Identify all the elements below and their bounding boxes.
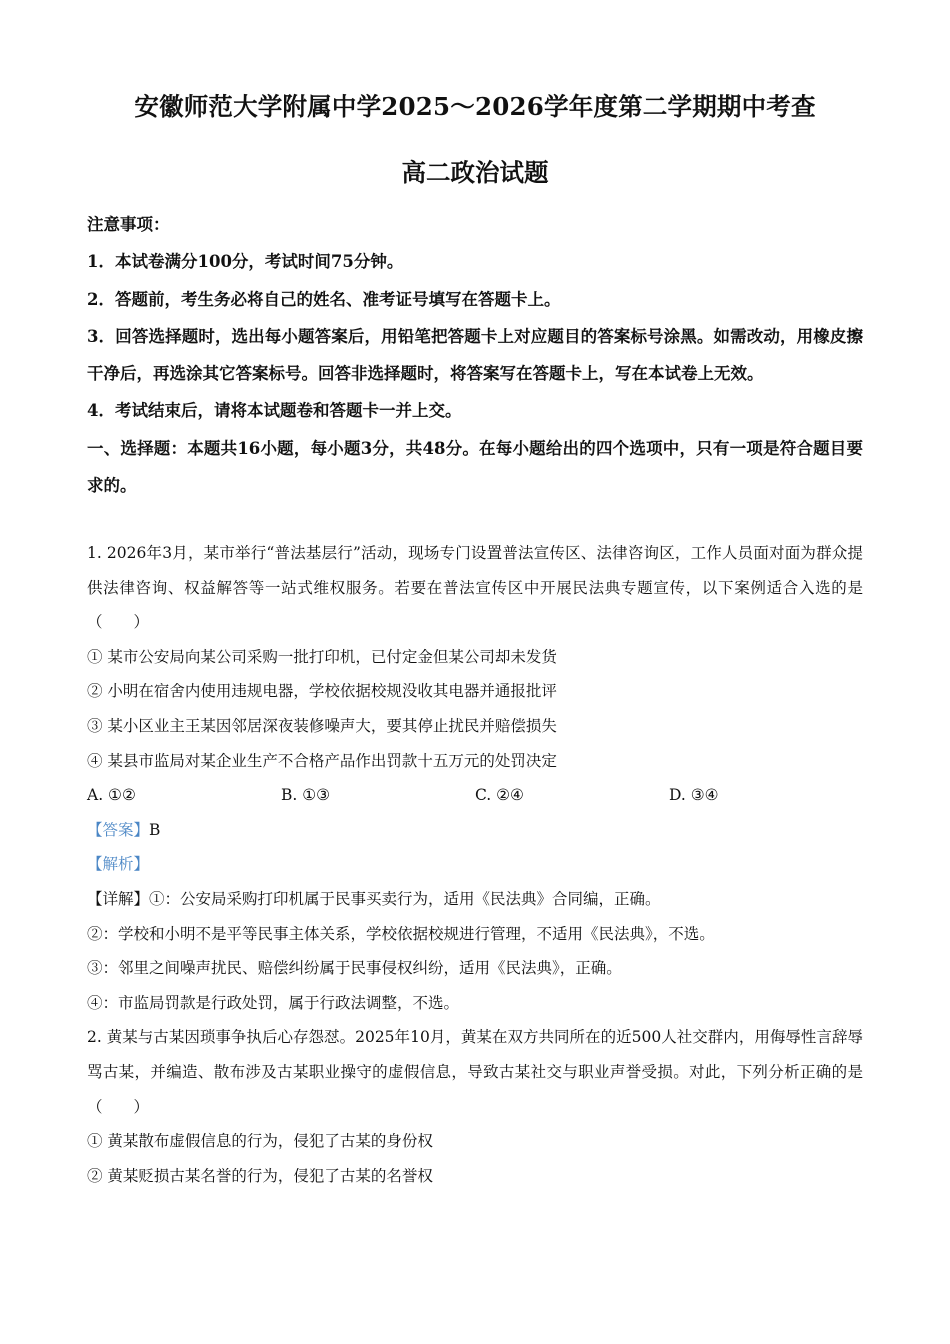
detail-line: ④：市监局罚款是行政处罚，属于行政法调整，不选。 [87,993,460,1012]
notice-heading: 注意事项： [87,215,170,234]
question-2-stem: 2. 黄某与古某因琐事争执后心存怨怼。2025年10月，黄某在双方共同所在的近500人社交群内，用侮辱性言辞辱骂古某，并编造、散布涉及古某职业操守的虚假信息，导致古某社交与职业声誉受损。对此，下列分析正确的是（ ） [87,1028,863,1116]
notice-item: 1．本试卷满分100分，考试时间75分钟。 [87,252,404,272]
question-1-stem: 1. 2026年3月，某市举行“普法基层行”活动，现场专门设置普法宣传区、法律咨询区，工作人员面对面为群众提供法律咨询、权益解答等一站式维权服务。若要在普法宣传区中开展民法典专题宣传，以下案例适合入选的是（ ） [87,544,863,632]
detail-line: ③：邻里之间噪声扰民、赔偿纠纷属于民事侵权纠纷，适用《民法典》，正确。 [87,959,622,978]
section-heading: 一、选择题：本题共16小题，每小题3分，共48分。在每小题给出的四个选项中，只有一项是符合题目要求的。 [87,438,863,496]
answer-label: 【答案】 [87,820,150,839]
exam-subtitle: 高二政治试题 [401,158,549,187]
question-1-item: ④ 某县市监局对某企业生产不合格产品作出罚款十五万元的处罚决定 [87,751,557,770]
question-body [87,536,863,1193]
analysis-label: 【解析】 [87,855,150,874]
question-1-item: ③ 某小区业主王某因邻居深夜装修噪声大，要其停止扰民并赔偿损失 [87,716,557,735]
answer-value: B [149,820,161,839]
exam-title: 安徽师范大学附属中学2025～2026学年度第二学期期中考查 [134,92,816,121]
detail-line: 【详解】①：公安局采购打印机属于民事买卖行为，适用《民法典》合同编，正确。 [87,889,661,908]
notice-item: 4．考试结束后，请将本试题卷和答题卡一并上交。 [87,401,462,421]
option-b: B. ①③ [281,786,331,805]
question-2-item: ② 黄某贬损古某名誉的行为，侵犯了古某的名誉权 [87,1166,433,1185]
option-c: C. ②④ [475,786,524,805]
question-1-options [87,778,863,813]
answer-line [87,813,863,848]
notice-section [87,206,863,504]
question-1-item: ① 某市公安局向某公司采购一批打印机，已付定金但某公司却未发货 [87,647,557,666]
question-1-item: ② 小明在宿舍内使用违规电器，学校依据校规没收其电器并通报批评 [87,682,557,701]
notice-item: 2．答题前，考生务必将自己的姓名、准考证号填写在答题卡上。 [87,289,561,309]
option-d: D. ③④ [669,786,719,805]
question-2-item: ① 黄某散布虚假信息的行为，侵犯了古某的身份权 [87,1132,433,1151]
notice-item: 3．回答选择题时，选出每小题答案后，用铅笔把答题卡上对应题目的答案标号涂黑。如需改动，用橡皮擦干净后，再选涂其它答案标号。回答非选择题时，将答案写在答题卡上，写在本试卷上无效。 [87,326,863,384]
option-a: A. ①② [87,786,136,805]
detail-line: ②：学校和小明不是平等民事主体关系，学校依据校规进行管理，不适用《民法典》，不选。 [87,924,715,943]
